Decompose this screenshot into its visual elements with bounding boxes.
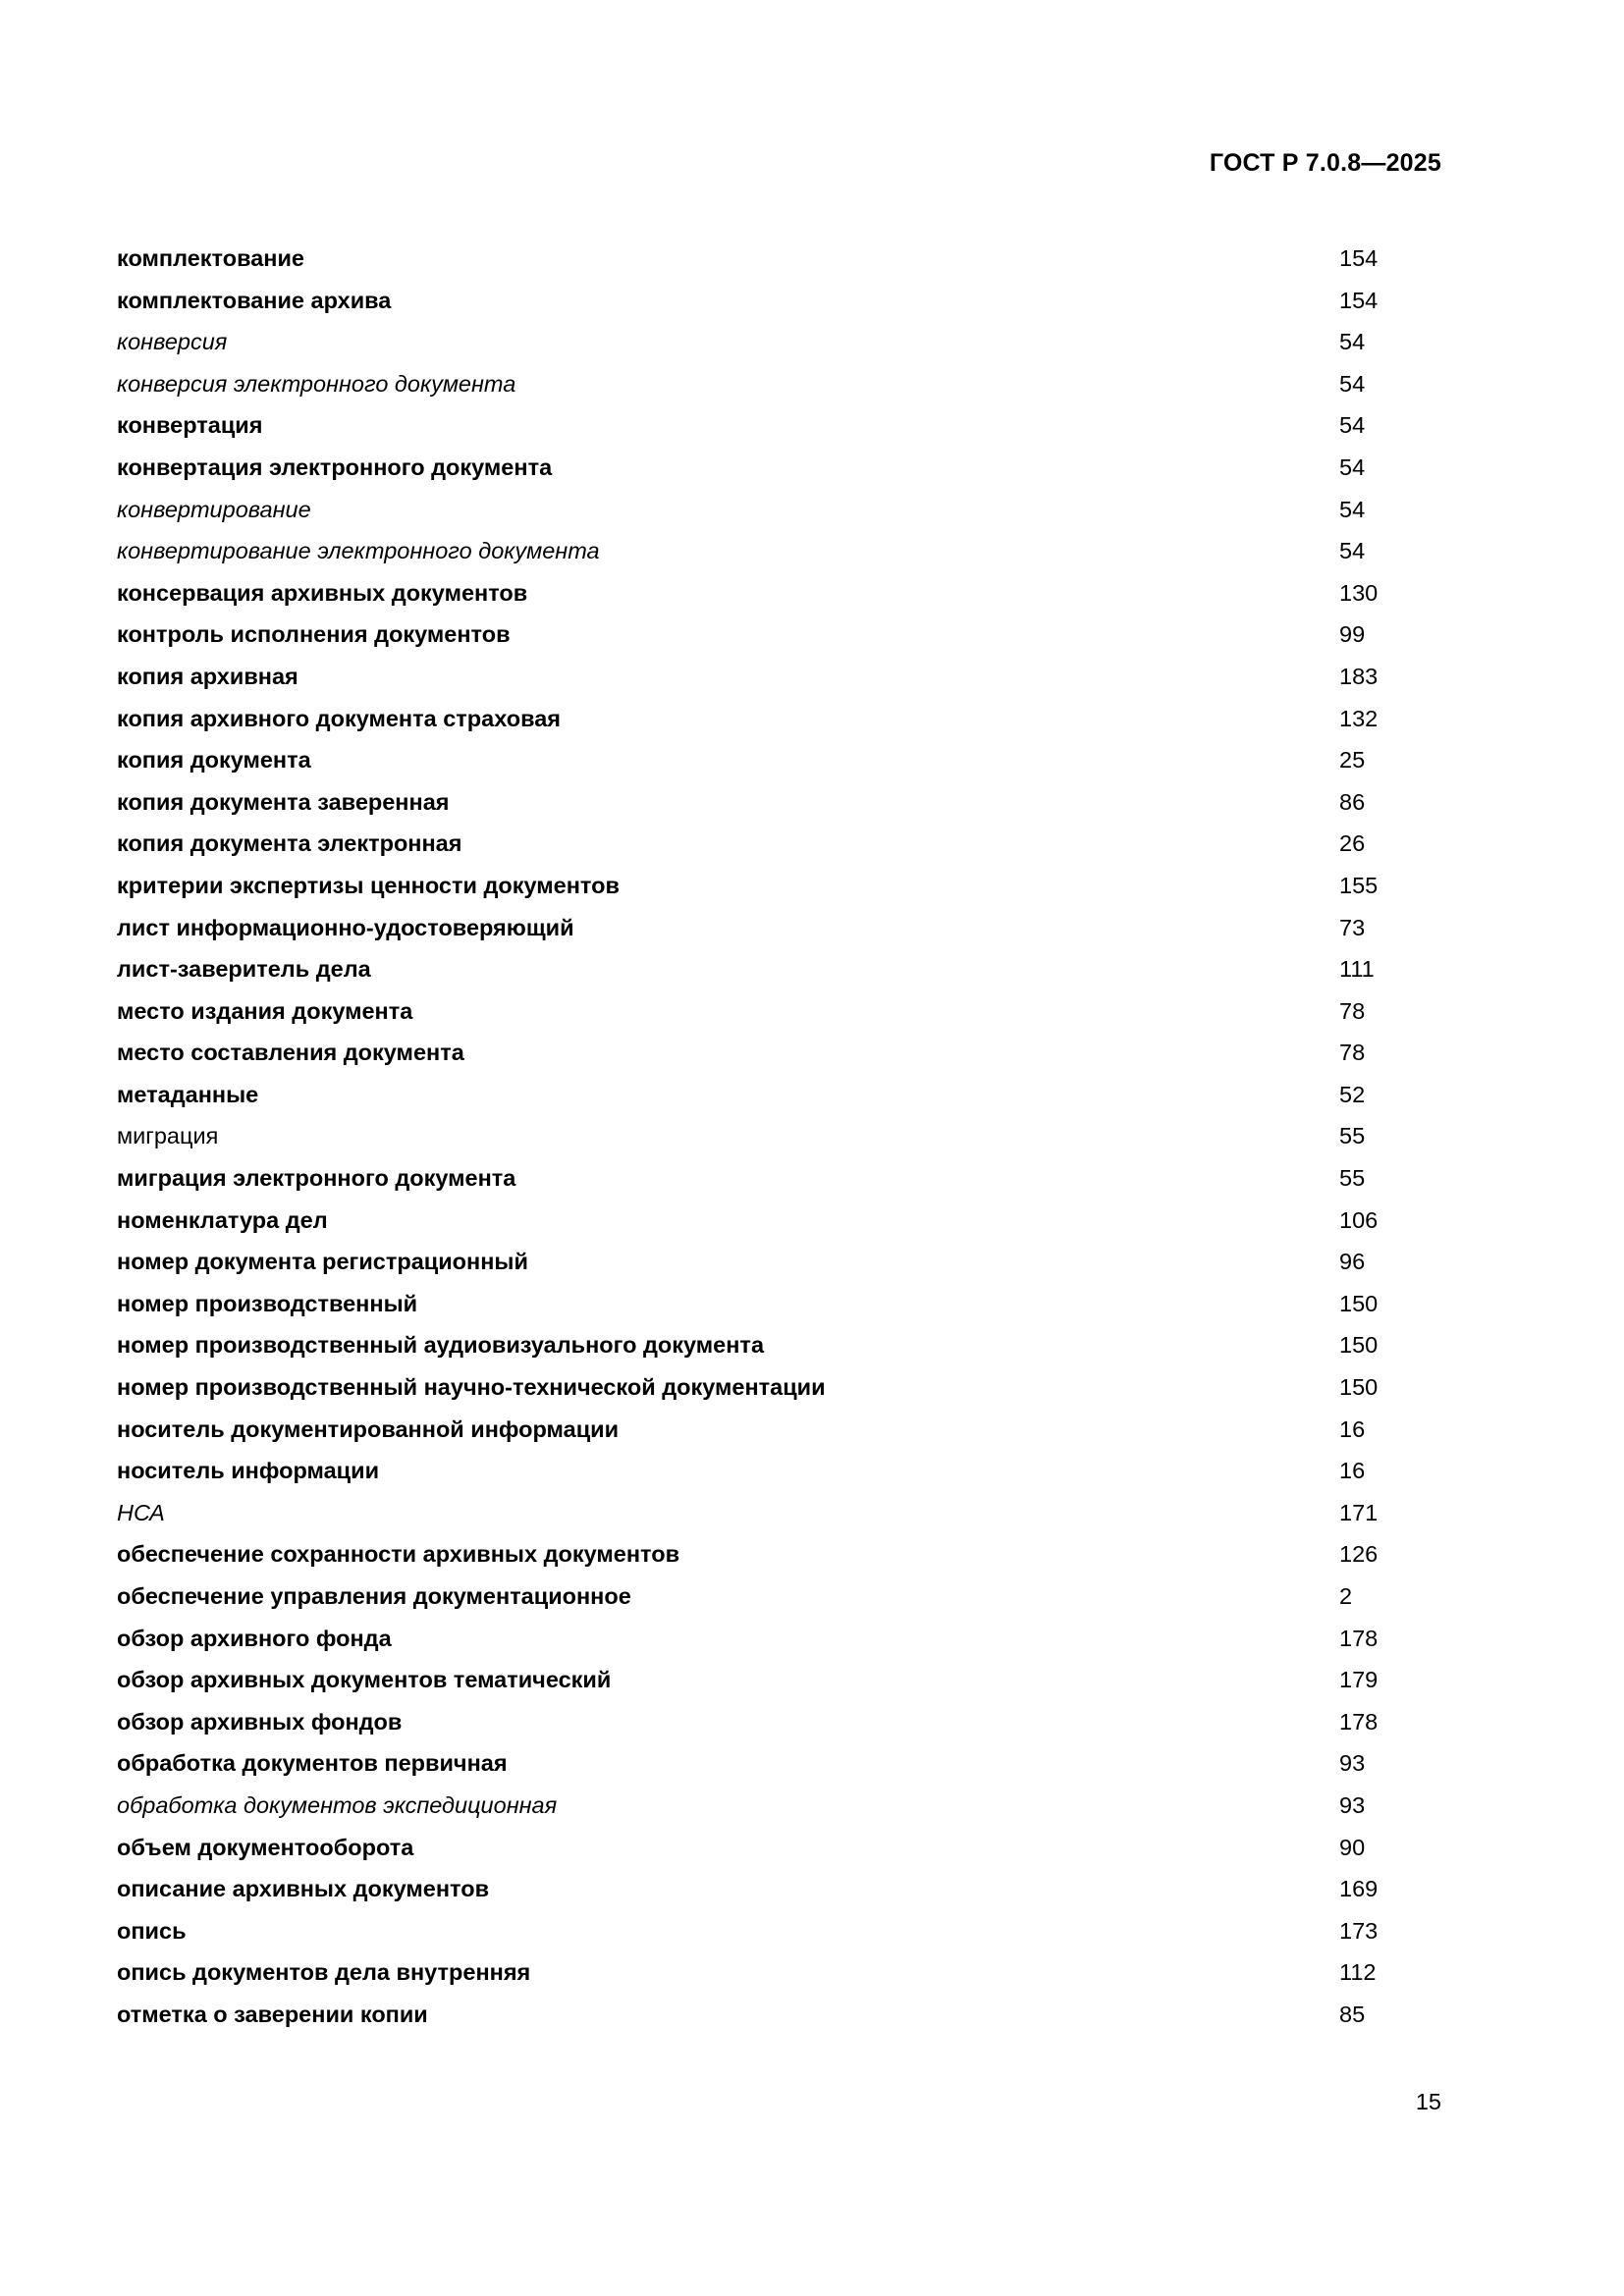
- index-entry: [117, 1742, 1393, 1785]
- index-entry: [117, 1785, 1393, 1827]
- index-term-number: 54: [1339, 412, 1366, 439]
- index-term-number: 54: [1339, 370, 1366, 397]
- index-term: место издания документа: [117, 997, 413, 1024]
- index-term: комплектование архива: [117, 287, 392, 313]
- index-term: комплектование: [117, 245, 304, 271]
- index-term-number: 78: [1339, 997, 1366, 1024]
- index-entry: [117, 1115, 1393, 1157]
- index-term: миграция электронного документа: [117, 1165, 516, 1192]
- index-term-number: 171: [1339, 1499, 1379, 1525]
- index-term: критерии экспертизы ценности документов: [117, 872, 620, 898]
- index-term-number: 93: [1339, 1750, 1366, 1777]
- index-entry: [117, 656, 1393, 698]
- index-term: обработка документов первичная: [117, 1750, 508, 1777]
- index-term-number: 132: [1339, 705, 1379, 731]
- index-term-number: 52: [1339, 1081, 1366, 1107]
- index-entry: [117, 1618, 1393, 1660]
- index-entry: [117, 739, 1393, 781]
- index-entry: [117, 907, 1393, 949]
- index-term-number: 25: [1339, 747, 1366, 774]
- index-term: обработка документов экспедиционная: [117, 1791, 558, 1818]
- index-term-number: 93: [1339, 1791, 1366, 1818]
- index-term: номер производственный: [117, 1290, 418, 1316]
- index-entry: [117, 1659, 1393, 1701]
- index-term: консервация архивных документов: [117, 579, 528, 606]
- index-entry: [117, 1074, 1393, 1116]
- index-term-number: 54: [1339, 329, 1366, 355]
- index-entry: [117, 865, 1393, 907]
- index-entry: [117, 1366, 1393, 1409]
- index-term: конверсия электронного документа: [117, 370, 516, 397]
- index-term: НСА: [117, 1499, 165, 1525]
- index-term-number: 169: [1339, 1876, 1379, 1902]
- index-term-number: 150: [1339, 1290, 1379, 1316]
- index-term: опись: [117, 1917, 187, 1944]
- index-term-number: 130: [1339, 579, 1379, 606]
- index-term: копия документа электронная: [117, 830, 462, 857]
- index-term: обеспечение управления документационное: [117, 1583, 631, 1609]
- index-entry: [117, 1241, 1393, 1283]
- index-term-number: 85: [1339, 2001, 1366, 2027]
- index-entry: [117, 1951, 1393, 1994]
- index-term-number: 106: [1339, 1206, 1379, 1233]
- index-term-number: 99: [1339, 621, 1366, 648]
- index-term-number: 179: [1339, 1667, 1379, 1693]
- index-term: место составления документа: [117, 1040, 464, 1066]
- index-term: лист информационно-удостоверяющий: [117, 914, 574, 940]
- index-entry: [117, 404, 1393, 447]
- index-entry: [117, 489, 1393, 531]
- page-number: 15: [1415, 2089, 1441, 2114]
- index-term-number: 126: [1339, 1541, 1379, 1568]
- index-entry: [117, 363, 1393, 405]
- index-term-number: 73: [1339, 914, 1366, 940]
- term-index-list: [117, 238, 1393, 2036]
- index-entry: [117, 1910, 1393, 1952]
- index-term-number: 183: [1339, 663, 1379, 689]
- index-term-number: 55: [1339, 1165, 1366, 1192]
- index-term: лист-заверитель дела: [117, 956, 371, 983]
- index-entry: [117, 321, 1393, 363]
- index-term: опись документов дела внутренняя: [117, 1959, 531, 1986]
- index-term: контроль исполнения документов: [117, 621, 511, 648]
- index-term: носитель документированной информации: [117, 1415, 620, 1442]
- index-term: миграция: [117, 1123, 219, 1149]
- index-term-number: 178: [1339, 1625, 1379, 1651]
- index-entry: [117, 1200, 1393, 1242]
- index-entry: [117, 823, 1393, 865]
- index-entry: [117, 447, 1393, 489]
- index-entry: [117, 1533, 1393, 1575]
- index-term: конверсия: [117, 329, 228, 355]
- index-term: копия архивного документа страховая: [117, 705, 561, 731]
- index-entry: [117, 1409, 1393, 1451]
- index-term-number: 26: [1339, 830, 1366, 857]
- index-term-number: 178: [1339, 1708, 1379, 1735]
- index-term: отметка о заверении копии: [117, 2001, 428, 2027]
- index-entry: [117, 280, 1393, 322]
- index-term: описание архивных документов: [117, 1876, 490, 1902]
- index-term-number: 154: [1339, 245, 1379, 271]
- index-term: обеспечение сохранности архивных документов: [117, 1541, 680, 1568]
- index-term-number: 111: [1339, 956, 1375, 983]
- index-term: обзор архивного фонда: [117, 1625, 392, 1651]
- index-term: обзор архивных документов тематический: [117, 1667, 612, 1693]
- index-entry: [117, 1827, 1393, 1869]
- index-term-number: 78: [1339, 1040, 1366, 1066]
- index-entry: [117, 781, 1393, 824]
- index-entry: [117, 1032, 1393, 1074]
- index-term-number: 90: [1339, 1834, 1366, 1860]
- index-term-number: 54: [1339, 538, 1366, 564]
- index-term-number: 55: [1339, 1123, 1366, 1149]
- index-term: номер производственный научно-технической документации: [117, 1374, 826, 1401]
- index-term-number: 54: [1339, 454, 1366, 480]
- index-term: носитель информации: [117, 1458, 380, 1484]
- index-term: обзор архивных фондов: [117, 1708, 403, 1735]
- index-term-number: 112: [1339, 1959, 1377, 1986]
- index-term-number: 2: [1339, 1583, 1353, 1609]
- index-term-number: 96: [1339, 1249, 1366, 1275]
- index-term: конвертация: [117, 412, 263, 439]
- index-term-number: 16: [1339, 1458, 1366, 1484]
- document-code-header: ГОСТ Р 7.0.8—2025: [1209, 149, 1441, 177]
- index-term: конвертирование: [117, 496, 311, 522]
- index-term-number: 150: [1339, 1332, 1379, 1359]
- index-term: метаданные: [117, 1081, 259, 1107]
- index-entry: [117, 614, 1393, 656]
- index-entry: [117, 1324, 1393, 1366]
- index-entry: [117, 948, 1393, 990]
- index-term: копия документа заверенная: [117, 788, 450, 815]
- index-term-number: 16: [1339, 1415, 1366, 1442]
- index-entry: [117, 1450, 1393, 1492]
- index-entry: [117, 990, 1393, 1033]
- index-entry: [117, 530, 1393, 572]
- index-entry: [117, 1701, 1393, 1743]
- index-term: конвертация электронного документа: [117, 454, 553, 480]
- index-entry: [117, 1157, 1393, 1200]
- index-term: конвертирование электронного документа: [117, 538, 600, 564]
- index-entry: [117, 1994, 1393, 2036]
- index-term: номенклатура дел: [117, 1206, 328, 1233]
- index-term: номер документа регистрационный: [117, 1249, 528, 1275]
- index-term-number: 154: [1339, 287, 1379, 313]
- index-entry: [117, 1283, 1393, 1325]
- index-term: объем документооборота: [117, 1834, 414, 1860]
- index-entry: [117, 1492, 1393, 1534]
- index-entry: [117, 698, 1393, 740]
- index-term-number: 150: [1339, 1374, 1379, 1401]
- index-entry: [117, 238, 1393, 280]
- index-term-number: 173: [1339, 1917, 1379, 1944]
- index-entry: [117, 572, 1393, 614]
- index-term-number: 86: [1339, 788, 1366, 815]
- index-term-number: 155: [1339, 872, 1379, 898]
- index-term-number: 54: [1339, 496, 1366, 522]
- index-entry: [117, 1868, 1393, 1910]
- index-term: копия документа: [117, 747, 311, 774]
- index-entry: [117, 1575, 1393, 1618]
- index-term: номер производственный аудиовизуального документа: [117, 1332, 765, 1359]
- index-term: копия архивная: [117, 663, 298, 689]
